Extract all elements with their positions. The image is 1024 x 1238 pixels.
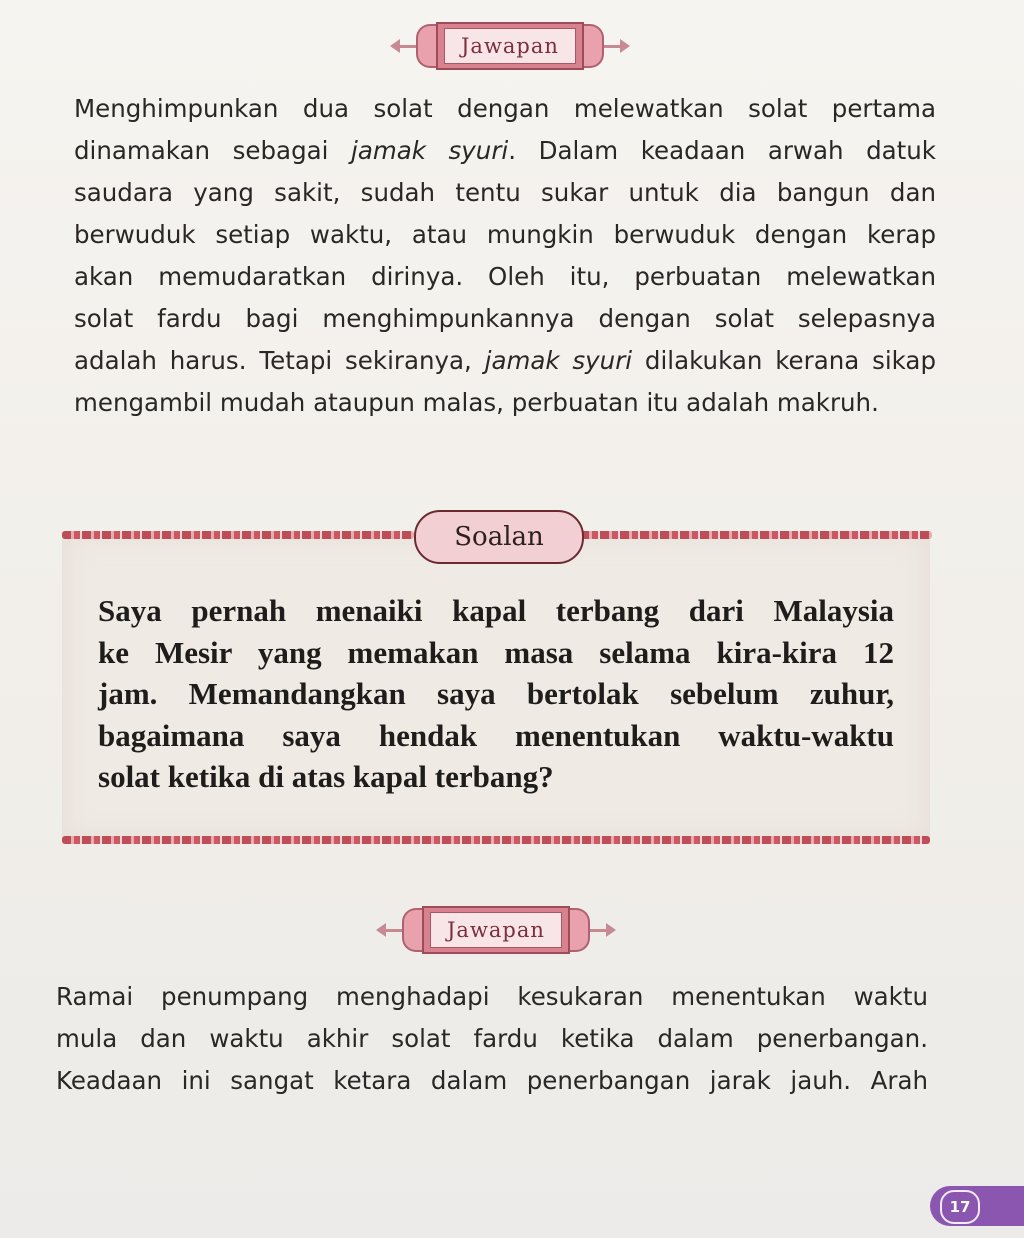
text-line: solat fardu bagi menghimpunkannya dengan solat selepasnya — [74, 304, 936, 333]
answer-paragraph-2 — [56, 976, 928, 1102]
text-line: Keadaan ini sangat ketara dalam penerbangan jarak jauh. Arah — [56, 1066, 928, 1095]
jawapan-ornament-1 — [390, 18, 630, 74]
rope-divider-bottom — [62, 836, 930, 844]
text-line: adalah harus. Tetapi sekiranya, jamak syuri dilakukan kerana sikap — [74, 346, 936, 375]
text-line: jam. Memandangkan saya bertolak sebelum zuhur, — [98, 676, 894, 711]
text-line: solat ketika di atas kapal terbang? — [98, 759, 554, 794]
italic-term: jamak syuri — [484, 346, 633, 375]
text-line: saudara yang sakit, sudah tentu sukar untuk dia bangun dan — [74, 178, 936, 207]
soalan-label: Soalan — [414, 510, 584, 564]
jawapan-label-2: Jawapan — [430, 912, 562, 948]
jawapan-label-1: Jawapan — [444, 28, 576, 64]
text-line: dinamakan sebagai jamak syuri. Dalam keadaan arwah datuk — [74, 136, 936, 165]
rope-divider-top-right — [580, 531, 932, 539]
text-line: Ramai penumpang menghadapi kesukaran menentukan waktu — [56, 982, 928, 1011]
text-line: berwuduk setiap waktu, atau mungkin berwuduk dengan kerap — [74, 220, 936, 249]
text-line: ke Mesir yang memakan masa selama kira-kira 12 — [98, 634, 894, 670]
text-line: mula dan waktu akhir solat fardu ketika dalam penerbangan. — [56, 1024, 928, 1053]
answer-paragraph-1 — [74, 88, 936, 424]
page-number-tab — [930, 1186, 1024, 1226]
text-line: bagaimana saya hendak menentukan waktu-waktu — [98, 717, 894, 753]
rope-divider-top-left — [62, 531, 414, 539]
text-line: Saya pernah menaiki kapal terbang dari Malaysia — [98, 593, 894, 628]
question-text — [98, 590, 894, 798]
jawapan-ornament-2 — [376, 902, 616, 958]
text-line: mengambil mudah ataupun malas, perbuatan itu adalah makruh. — [74, 388, 879, 417]
text-line: akan memudaratkan dirinya. Oleh itu, perbuatan melewatkan — [74, 262, 936, 291]
text-line: Menghimpunkan dua solat dengan melewatkan solat pertama — [74, 94, 936, 123]
italic-term: jamak syuri — [351, 136, 509, 165]
page-number: 17 — [940, 1190, 980, 1224]
